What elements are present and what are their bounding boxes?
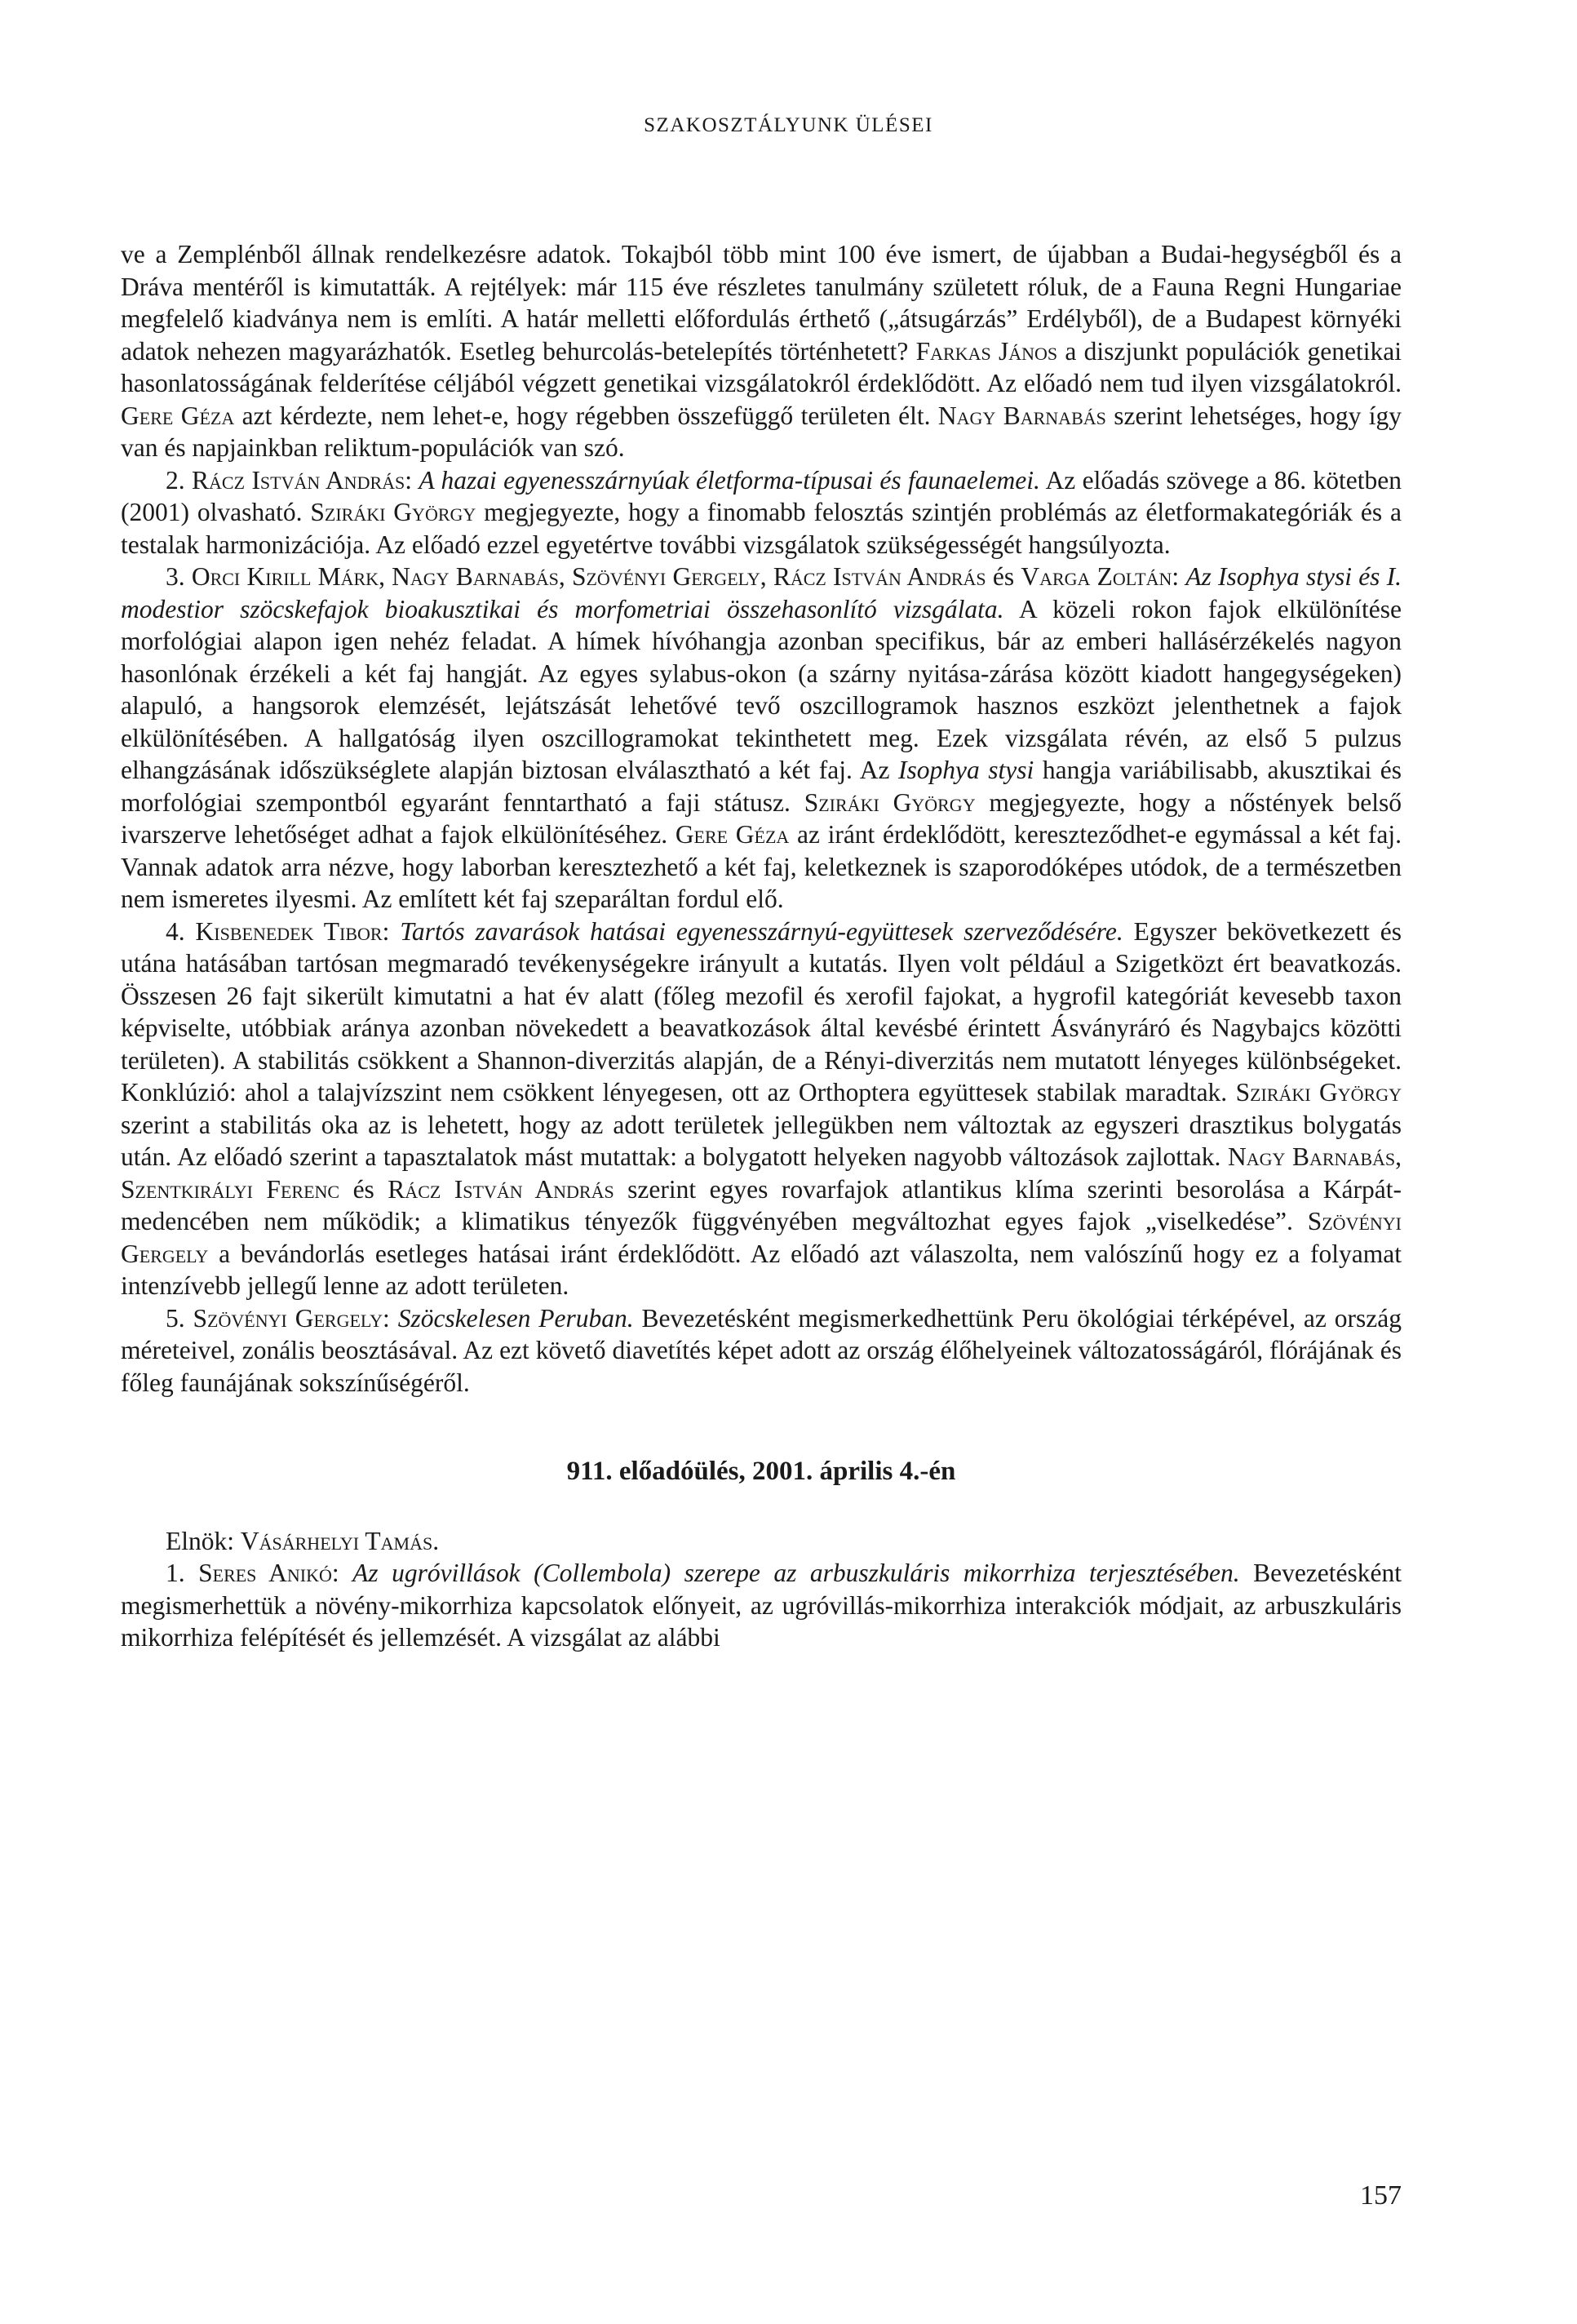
text-run: hangja variábilisabb, akusztikai és morfológiai szempontból egyaránt fenntartható a faji státusz. bbox=[121, 756, 1402, 817]
text-run: : bbox=[331, 1559, 353, 1587]
item-number: 4. bbox=[166, 916, 196, 946]
author-name: Varga Zoltán bbox=[1021, 562, 1172, 591]
lecture-title: Az ugróvillások (Collembola) szerepe az arbuszkuláris mikorrhiza terjesztésében. bbox=[352, 1559, 1240, 1587]
running-head: SZAKOSZTÁLYUNK ÜLÉSEI bbox=[644, 114, 933, 136]
author-name: Kisbenedek Tibor bbox=[195, 916, 383, 946]
text-run: : bbox=[405, 465, 419, 495]
author-name: Rácz István András bbox=[192, 465, 405, 495]
person-names: Nagy Barnabás, Szentkirályi Ferenc bbox=[121, 1142, 1402, 1204]
text-run: azt kérdezte, nem lehet-e, hogy régebben összefüggő területen élt. bbox=[234, 401, 938, 430]
item-number: 2. bbox=[166, 465, 193, 495]
text-run: Bevezetésként megismerhettük a növény-mikorrhiza kapcsolatok előnyeit, az ugróvillás-mikorrhiza interakciók módjait, az arbuszkuláris mikorrhiza felépítését és jellemzését. A vizsgálat az alábbi bbox=[121, 1559, 1402, 1652]
text-run: a bevándorlás esetleges hatásai iránt érdeklődött. Az előadó azt válaszolta, nem valószínű hogy ez a folyamat intenzívebb jellegű lenne az adott területen. bbox=[121, 1239, 1402, 1300]
person-name: Nagy Barnabás bbox=[937, 401, 1106, 430]
person-name: Sziráki György bbox=[1235, 1078, 1402, 1107]
person-name: Farkas János bbox=[915, 336, 1058, 366]
text-run: . bbox=[432, 1526, 440, 1555]
text-run: a diszjunkt populációk genetikai hasonlatosságának felderítése céljából végzett genetikai vizsgálatokról érdeklődött. Az előadó nem tud ilyen vizsgálatokról. bbox=[121, 336, 1402, 397]
body-text bbox=[121, 238, 1402, 1654]
lecture-title: Tartós zavarások hatásai egyenesszárnyú-együttesek szerveződésére. bbox=[400, 916, 1123, 946]
text-run: szerint lehetséges, hogy így van és napjainkban reliktum-populációk van szó. bbox=[121, 401, 1402, 462]
page-number: 157 bbox=[1360, 2180, 1402, 2211]
session-heading: 911. előadóülés, 2001. április 4.-én bbox=[566, 1457, 956, 1486]
text-run: megjegyezte, hogy a nőstények belső ivarszerve lehetőséget adhat a fajok elkülönítéséhez. bbox=[121, 787, 1402, 849]
text-run: és bbox=[339, 1174, 388, 1204]
paragraph-intro bbox=[121, 238, 1402, 464]
text-run: ve a Zemplénből állnak rendelkezésre adatok. Tokajból több mint 100 éve ismert, de újabban a Budai-hegységből és a Dráva mentéről is kimutatták. A rejtélyek: már 115 éve részletes tanulmány született róluk, de a Fauna Regni Hungariae megfelelő kiadványa nem is említi. A határ melletti előfordulás érthető („átsugárzás” Erdélyből), de a Budapest környéki adatok nehezen magyarázhatók. Esetleg behurcolás-betelepítés történhetett? bbox=[121, 240, 1402, 366]
item-number: 3. bbox=[166, 562, 192, 591]
text-run: szerint a stabilitás oka az is lehetett, hogy az adott területek jellegükben nem változtak az egyszeri drasztikus bolygatás után. Az előadó szerint a tapasztalatok mást mutattak: a bolygatott helyeken nagyobb változások zajlottak. bbox=[121, 1110, 1402, 1171]
person-name: Sziráki György bbox=[804, 787, 976, 817]
author-name: Szövényi Gergely bbox=[193, 1303, 383, 1333]
text-run: Egyszer bekövetkezett és utána hatásában tartósan megmaradó tevékenységekre irányult a kutatás. Ilyen volt például a Szigetközt ért beavatkozás. Összesen 26 fajt sikerült kimutatni a hat év alatt (főleg mezofil és xerofil fajokat, a hygrofil kategóriát kevesebb taxon képviselte, utóbbiak aránya azonban növekedett a beavatkozások által kevésbé érintett Ásványráró és Nagybajcs közötti területen). A stabilitás csökkent a Shannon-diverzitás alapján, de a Rényi-diverzitás nem mutatott lényeges különbségeket. Konklúzió: ahol a talajvízszint nem csökkent lényegesen, ott az Orthoptera együttesek stabilak maradtak. bbox=[121, 916, 1402, 1107]
lecture-item-3 bbox=[121, 561, 1402, 916]
text-run: A közeli rokon fajok elkülönítése morfológiai alapon igen nehéz feladat. A hímek hívóhangja azonban specifikus, bár az emberi hallásérzékelés nagyon hasonlónak érzékeli a két faj hangját. Az egyes sylabus-okon (a szárny nyitása-zárása között kiadott hangegységeken) alapuló, a hangsorok elemzését, lejátszását lehetővé tevő oszcillogramok hasznos eszközt jelenthetnek a fajok elkülönítésében. A hallgatóság ilyen oszcillogramokat tekinthetett meg. Ezek vizsgálata révén, az első 5 pulzus elhangzásának időszükséglete alapján biztosan elválasztható a két faj. Az bbox=[121, 594, 1402, 784]
person-name: Szövényi Gergely bbox=[121, 1207, 1402, 1268]
item-number: 1. bbox=[166, 1559, 199, 1587]
text-run: megjegyezte, hogy a finomabb felosztás szintjén problémás az életformakategóriák és a testalak harmonizációja. Az előadó ezzel egyetértve további vizsgálatok szükségességét hangsúlyozta. bbox=[121, 498, 1402, 559]
text-run: : bbox=[382, 916, 401, 946]
text-run: : bbox=[383, 1303, 398, 1333]
chair-name: Vásárhelyi Tamás bbox=[240, 1526, 433, 1555]
lecture-title: Az Isophya stysi és I. modestior szöcskefajok bioakusztikai és morfometriai összehasonlító vizsgálata. bbox=[121, 562, 1402, 623]
author-name: Seres Anikó bbox=[198, 1559, 332, 1587]
species-name: Isophya stysi bbox=[897, 756, 1034, 784]
lecture-title: A hazai egyenesszárnyúak életforma-típusai és faunaelemei. bbox=[419, 465, 1040, 495]
session-chair bbox=[121, 1525, 1402, 1558]
chair-label: Elnök: bbox=[166, 1526, 241, 1555]
person-name: Gere Géza bbox=[675, 820, 790, 849]
text-run: : bbox=[1172, 562, 1186, 591]
text-run: és bbox=[986, 562, 1021, 591]
text-run: szerint egyes rovarfajok atlantikus klíma szerinti besorolása a Kárpát-medencében nem működik; a klimatikus tényezők függvényében megváltozhat egyes fajok „viselkedése”. bbox=[121, 1174, 1402, 1235]
author-names: Orci Kirill Márk, Nagy Barnabás, Szövényi Gergely, Rácz István András bbox=[191, 562, 986, 591]
text-run: az iránt érdeklődött, kereszteződhet-e egymással a két faj. Vannak adatok arra nézve, hogy laborban keresztezhető a két faj, keletkeznek is szaporodóképes utódok, de a természetben nem ismeretes ilyesmi. Az említett két faj szeparáltan fordul elő. bbox=[121, 820, 1402, 913]
person-name: Sziráki György bbox=[310, 498, 476, 526]
text-run: Az előadás szövege a 86. kötetben (2001) olvasható. bbox=[121, 465, 1402, 526]
lecture-item-2 bbox=[121, 464, 1402, 561]
person-name: Rácz István András bbox=[388, 1174, 614, 1204]
lecture-title: Szöcskelesen Peruban. bbox=[397, 1303, 634, 1333]
lecture-item-5 bbox=[121, 1302, 1402, 1399]
item-number: 5. bbox=[166, 1303, 193, 1333]
lecture-item-4 bbox=[121, 916, 1402, 1302]
lecture-item-6 bbox=[121, 1557, 1402, 1654]
person-name: Gere Géza bbox=[121, 401, 235, 430]
text-run: Bevezetésként megismerkedhettünk Peru ökológiai térképével, az ország méreteivel, zonális beosztásával. Az ezt követő diavetítés képet adott az ország élőhelyeinek változatosságáról, flórájának és főleg faunájának sokszínűségéről. bbox=[121, 1303, 1402, 1397]
